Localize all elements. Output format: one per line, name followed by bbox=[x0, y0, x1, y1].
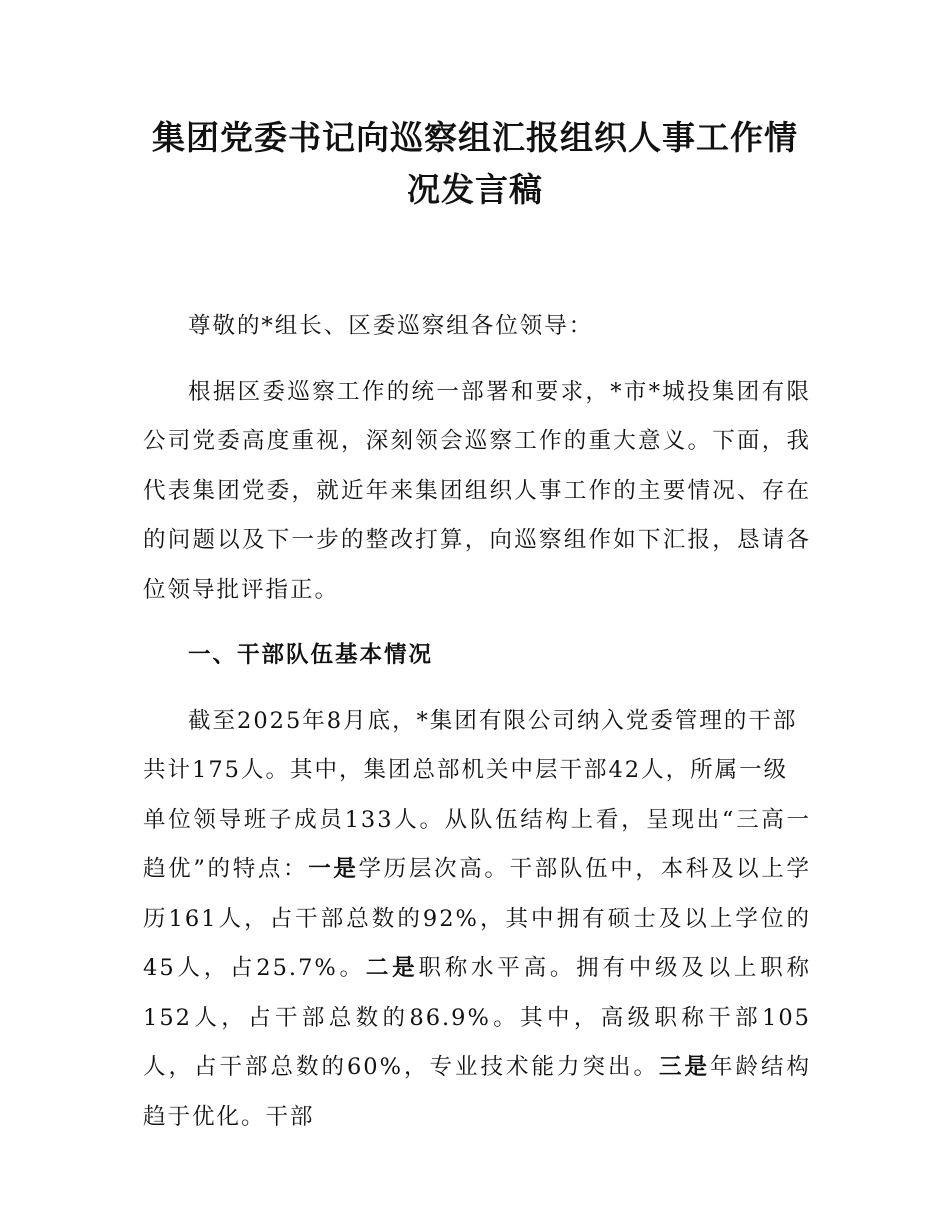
point-marker-1: 一是 bbox=[308, 856, 359, 882]
paragraph-line-2: 共计175人。其中，集团总部机关中层干部42人，所属一级 bbox=[143, 757, 789, 783]
point-marker-3: 三是 bbox=[658, 1054, 710, 1080]
point-marker-2: 二是 bbox=[365, 955, 419, 981]
salutation: 尊敬的*组长、区委巡察组各位领导： bbox=[188, 313, 594, 339]
document-title bbox=[120, 112, 830, 216]
paragraph-line-1: 截至2025年8月底，*集团有限公司纳入党委管理的干部 bbox=[188, 707, 798, 734]
paragraph-line-3: 单位领导班子成员133人。从队伍结构上看，呈现出“三高一趋优”的特点： bbox=[143, 806, 811, 882]
point-1: 学历层次高。干部队伍中，本科及以上学历161人，占干部总数的92%，其中拥有硕士及以上学位的45人，占25.7%。 bbox=[143, 856, 811, 981]
point-3: 年龄结构趋于优化。干部 bbox=[143, 1054, 811, 1130]
point-2: 职称水平高。拥有中级及以上职称152人，占干部总数的86.9%。其中，高级职称干部105人，占干部总数的60%，专业技术能力突出。 bbox=[143, 955, 811, 1080]
document-body bbox=[143, 302, 811, 1142]
intro-paragraph: 根据区委巡察工作的统一部署和要求，*市*城投集团有限公司党委高度重视，深刻领会巡察工作的重大意义。下面，我代表集团党委，就近年来集团组织人事工作的主要情况、存在的问题以及下一步的整改打算，向巡察组作如下汇报，恳请各位领导批评指正。 bbox=[143, 378, 811, 603]
title-line-2: 况发言稿 bbox=[407, 170, 543, 209]
section-paragraph bbox=[143, 697, 811, 1143]
paragraph-rest bbox=[143, 796, 811, 1143]
section-heading: 一、干部队伍基本情况 bbox=[188, 642, 434, 668]
title-line-1: 集团党委书记向巡察组汇报组织人事工作情 bbox=[152, 118, 798, 157]
